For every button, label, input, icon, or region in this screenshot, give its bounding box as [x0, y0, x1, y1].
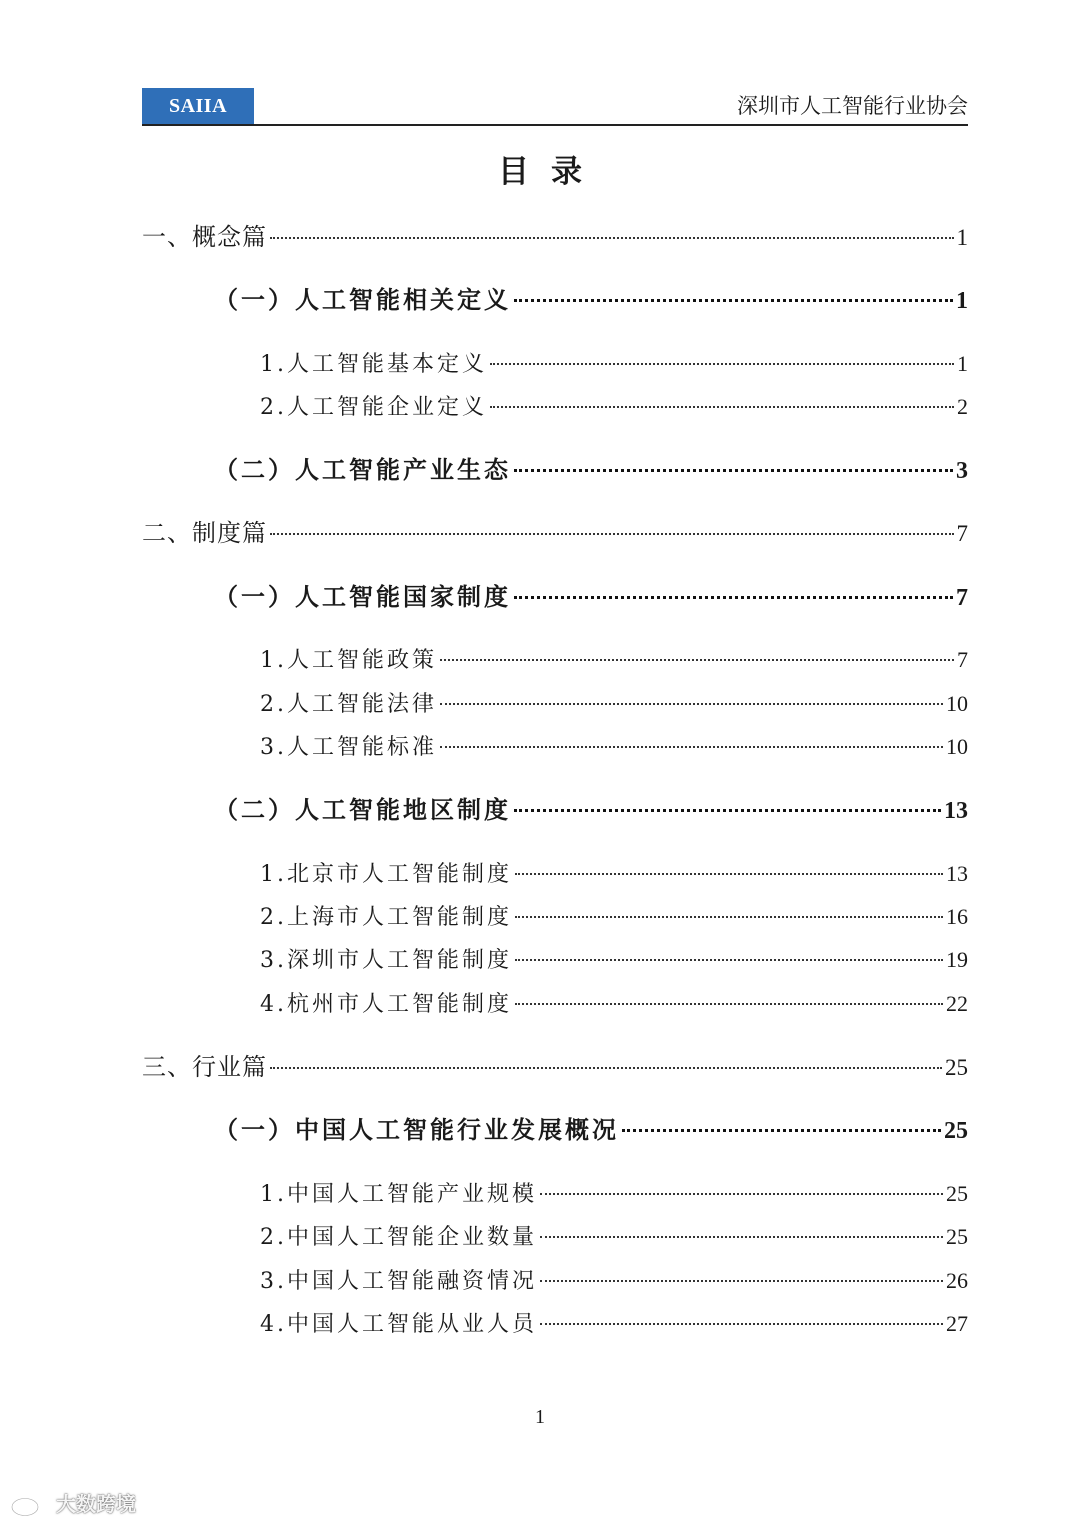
toc-entry-label: 1.人工智能基本定义	[260, 352, 487, 377]
toc-entry-page: 13	[944, 798, 968, 824]
toc-entry-subsection[interactable]	[260, 730, 968, 764]
toc-leader-dots	[622, 1128, 941, 1132]
toc-leader-dots	[540, 1322, 943, 1325]
toc-entry-page: 22	[946, 991, 968, 1016]
toc-entry-page: 27	[946, 1311, 968, 1336]
toc-entry-label: （二）人工智能地区制度	[214, 795, 511, 824]
toc-entry-page: 25	[945, 1055, 968, 1080]
toc-entry-section[interactable]	[214, 453, 968, 487]
toc-entry-label: 2.人工智能法律	[260, 692, 437, 717]
toc-entry-section[interactable]	[214, 793, 968, 827]
toc-entry-subsection[interactable]	[260, 857, 968, 891]
toc-entry-page: 13	[946, 861, 968, 886]
watermark	[10, 1491, 136, 1517]
toc-entry-subsection[interactable]	[260, 987, 968, 1021]
toc-leader-dots	[540, 1279, 943, 1282]
toc-entry-subsection[interactable]	[260, 643, 968, 677]
toc-entry-label: 1.中国人工智能产业规模	[260, 1182, 537, 1207]
toc-leader-dots	[515, 915, 943, 918]
toc-entry-label: 4.杭州市人工智能制度	[260, 992, 512, 1017]
toc-leader-dots	[515, 1002, 943, 1005]
toc-leader-dots	[515, 872, 943, 875]
toc-entry-label: 3.深圳市人工智能制度	[260, 948, 512, 973]
toc-entry-label: （一）人工智能相关定义	[214, 285, 511, 314]
toc-entry-subsection[interactable]	[260, 687, 968, 721]
toc-leader-dots	[440, 658, 954, 661]
toc-leader-dots	[514, 808, 941, 812]
toc-leader-dots	[490, 405, 954, 408]
toc-entry-page: 19	[946, 947, 968, 972]
toc-leader-dots	[514, 595, 953, 599]
toc-entry-page: 25	[946, 1181, 968, 1206]
toc-entry-label: 1.人工智能政策	[260, 648, 437, 673]
toc-entry-page: 10	[946, 691, 968, 716]
watermark-text: 大数跨境	[56, 1492, 136, 1516]
toc-entry-label: （二）人工智能产业生态	[214, 455, 511, 484]
toc-leader-dots	[514, 298, 953, 302]
toc-entry-page: 3	[956, 458, 968, 484]
toc-entry-part[interactable]	[142, 220, 968, 254]
footer-page-number: 1	[535, 1406, 545, 1428]
toc-entry-page: 10	[946, 734, 968, 759]
header-divider	[142, 124, 968, 126]
toc-entry-page: 26	[946, 1268, 968, 1293]
toc-entry-subsection[interactable]	[260, 1307, 968, 1341]
toc-entry-subsection[interactable]	[260, 1264, 968, 1298]
header-logo: SAIIA	[142, 88, 254, 124]
toc-entry-section[interactable]	[214, 283, 968, 317]
toc-entry-label: 2.人工智能企业定义	[260, 395, 487, 420]
toc-entry-label: 三、行业篇	[142, 1053, 267, 1081]
toc-leader-dots	[270, 1066, 942, 1069]
toc-entry-page: 1	[956, 225, 968, 250]
toc-leader-dots	[514, 468, 953, 472]
toc-entry-page: 7	[957, 647, 968, 672]
toc-entry-page: 1	[957, 351, 968, 376]
toc-entry-subsection[interactable]	[260, 347, 968, 381]
toc-entry-section[interactable]	[214, 580, 968, 614]
toc-entry-page: 2	[957, 394, 968, 419]
toc-leader-dots	[270, 236, 954, 239]
toc-entry-section[interactable]	[214, 1113, 968, 1147]
toc-entry-subsection[interactable]	[260, 1177, 968, 1211]
toc-entry-page: 1	[956, 288, 968, 314]
toc-entry-page: 7	[956, 585, 968, 611]
toc-entry-subsection[interactable]	[260, 943, 968, 977]
toc-entry-subsection[interactable]	[260, 900, 968, 934]
toc-entry-label: 2.中国人工智能企业数量	[260, 1225, 537, 1250]
toc-entry-subsection[interactable]	[260, 390, 968, 424]
toc-entry-label: （一）中国人工智能行业发展概况	[214, 1115, 619, 1144]
toc-entry-page: 25	[944, 1118, 968, 1144]
toc-entry-subsection[interactable]	[260, 1220, 968, 1254]
toc-entry-part[interactable]	[142, 1050, 968, 1084]
toc-entry-label: 4.中国人工智能从业人员	[260, 1312, 537, 1337]
toc-entry-page: 16	[946, 904, 968, 929]
page-title: 目录	[498, 154, 604, 190]
toc-entry-label: 1.北京市人工智能制度	[260, 862, 512, 887]
toc-leader-dots	[540, 1192, 943, 1195]
toc-entry-page: 7	[956, 521, 968, 546]
toc-entry-page: 25	[946, 1224, 968, 1249]
toc-leader-dots	[490, 362, 954, 365]
weibo-logo-icon	[10, 1491, 50, 1517]
toc-entry-label: 一、概念篇	[142, 223, 267, 251]
header-organization: 深圳市人工智能行业协会	[737, 94, 968, 118]
toc-entry-label: 2.上海市人工智能制度	[260, 905, 512, 930]
toc-leader-dots	[270, 532, 954, 535]
toc-entry-label: 二、制度篇	[142, 519, 267, 547]
toc-entry-part[interactable]	[142, 516, 968, 550]
toc-leader-dots	[515, 958, 943, 961]
toc-leader-dots	[440, 745, 943, 748]
toc-leader-dots	[540, 1235, 943, 1238]
toc-entry-label: 3.人工智能标准	[260, 735, 437, 760]
toc-entry-label: 3.中国人工智能融资情况	[260, 1269, 537, 1294]
toc-leader-dots	[440, 702, 943, 705]
toc-entry-label: （一）人工智能国家制度	[214, 582, 511, 611]
